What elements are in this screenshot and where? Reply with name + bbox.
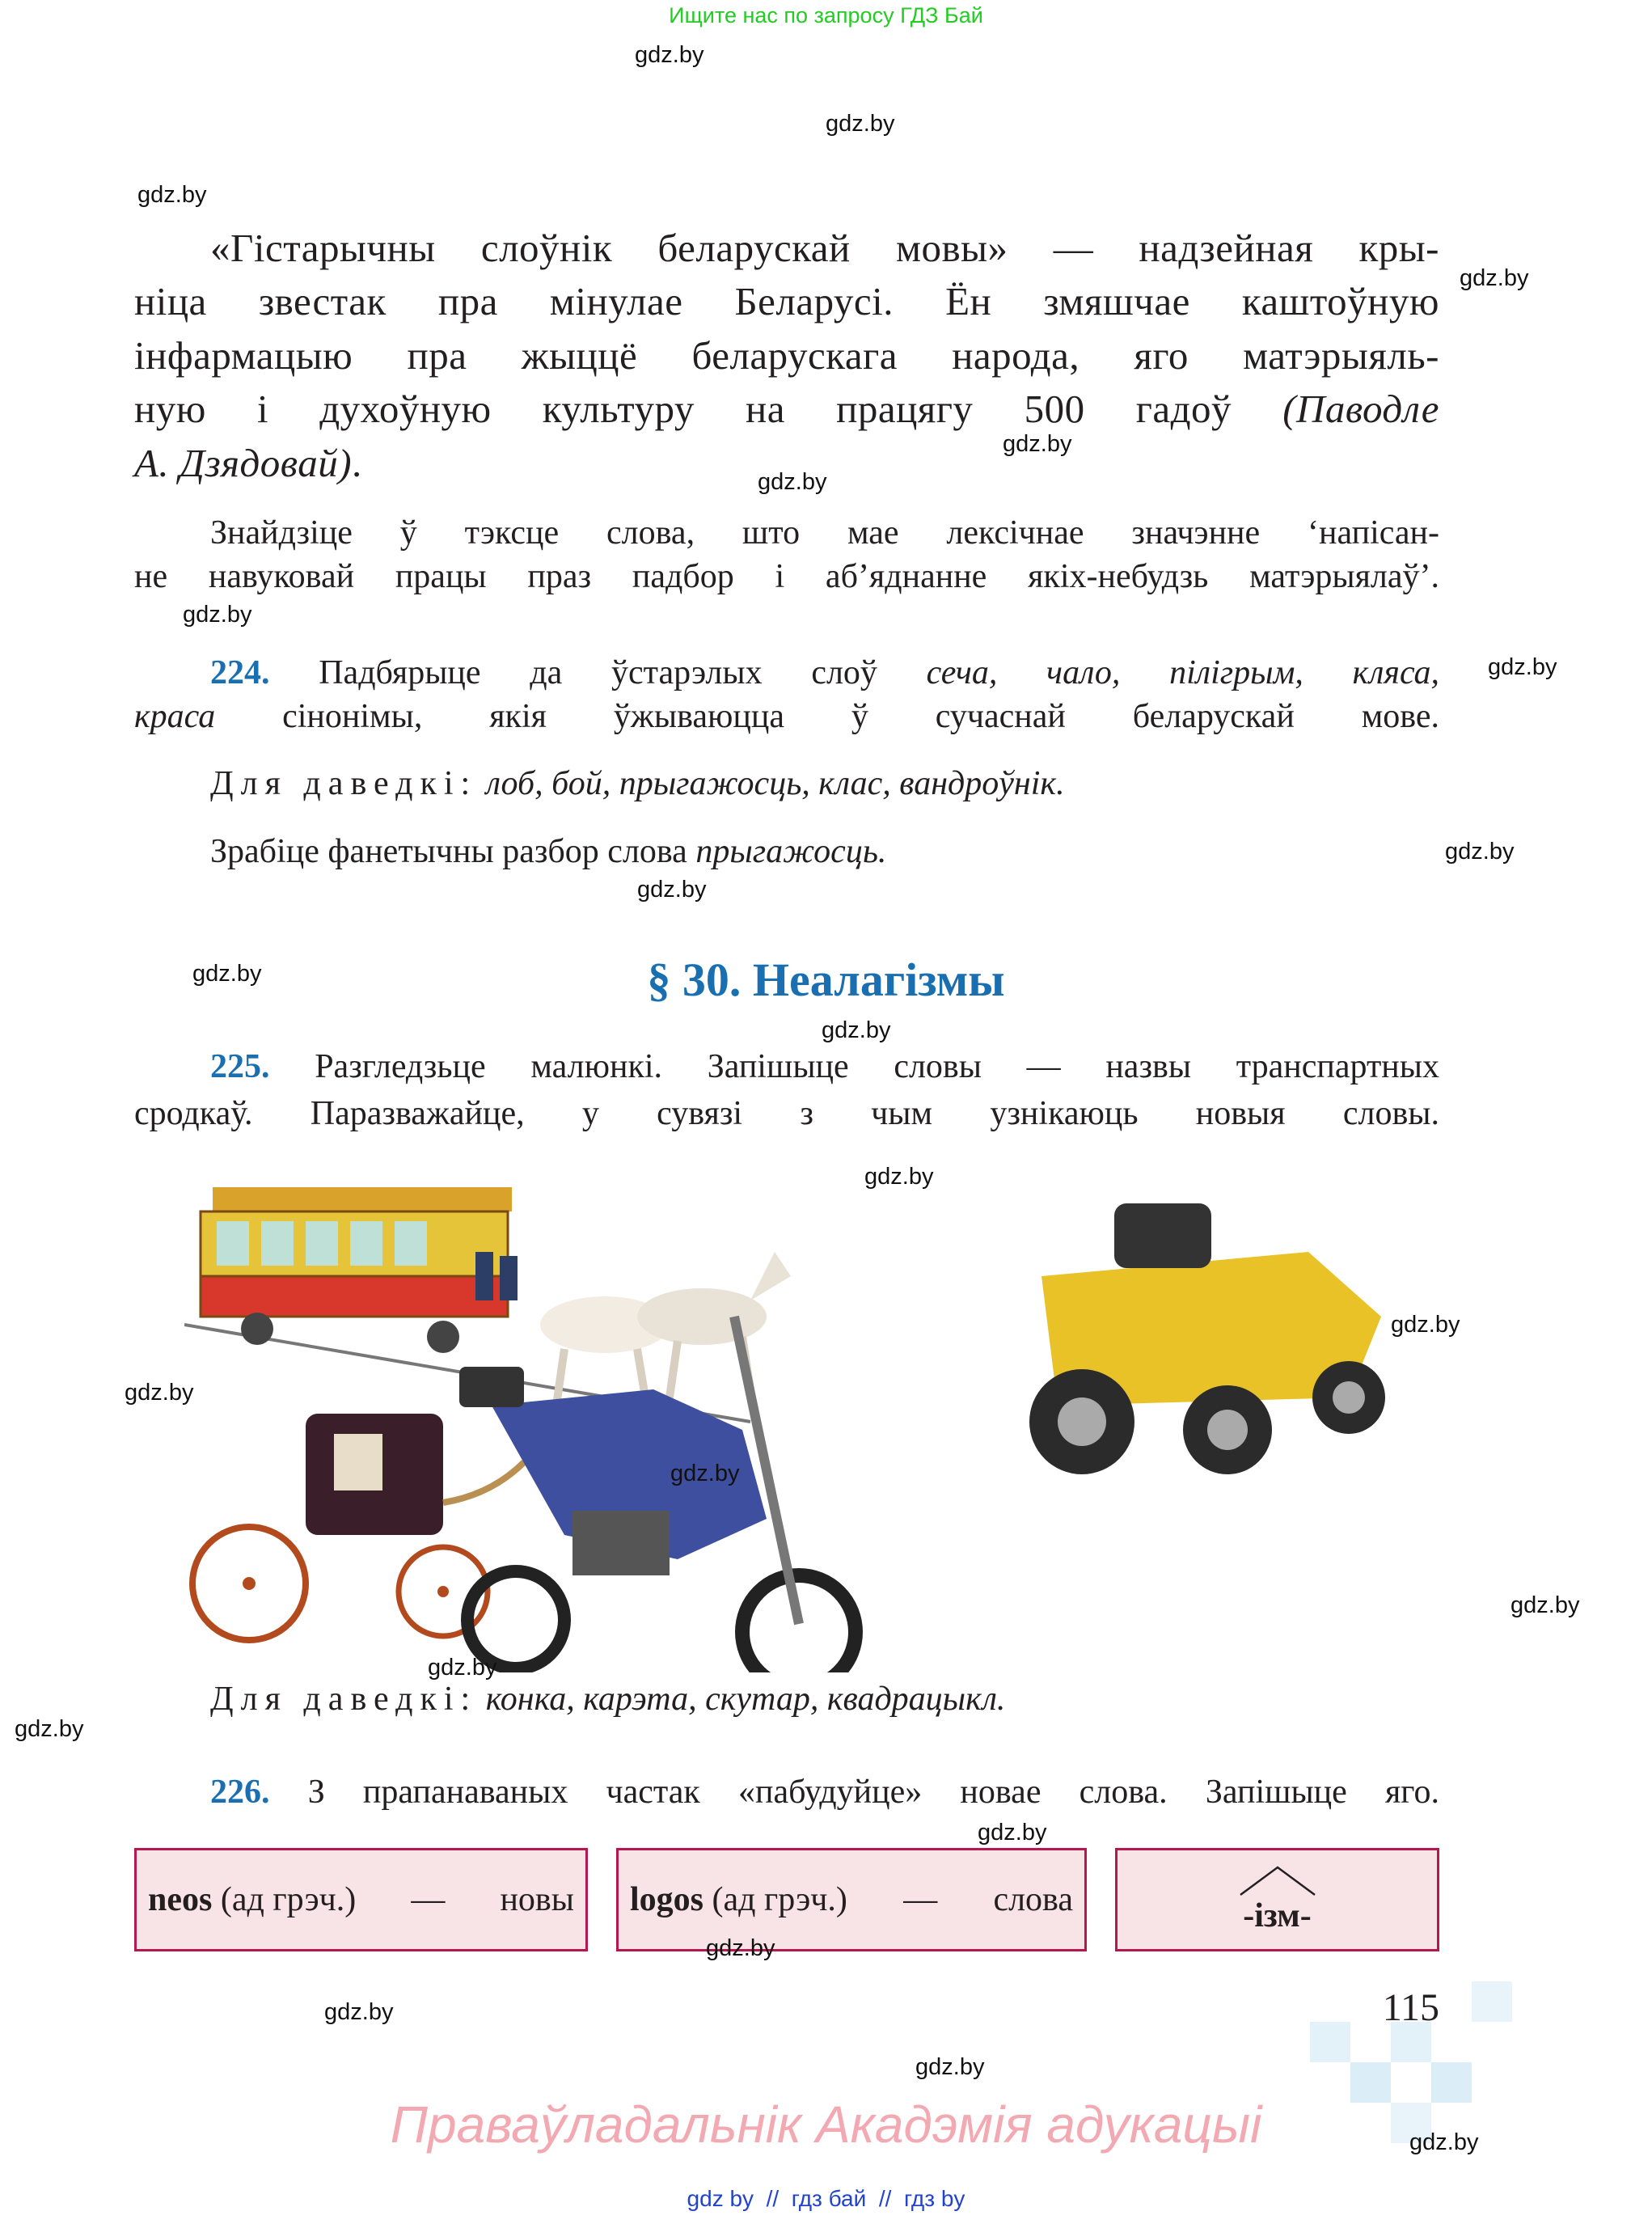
footer-link[interactable]: гдз by — [903, 2186, 965, 2211]
watermark: gdz.by — [428, 1655, 497, 1681]
hint-label: Для даведкі: — [210, 1681, 478, 1718]
watermark: gdz.by — [978, 1820, 1047, 1846]
text-line — [210, 1047, 1439, 1086]
hint-line — [210, 1680, 1439, 1719]
hint-line — [210, 764, 1439, 803]
word-root: logos (ад грэч.) — [630, 1881, 847, 1918]
watermark: gdz.by — [1510, 1592, 1580, 1618]
word-root: neos (ад грэч.) — [148, 1881, 357, 1918]
text-line: ніца звестак пра мінулае Беларусі. Ён змяшчае каштоўную — [134, 279, 1439, 323]
footer-link[interactable]: гдз бай — [791, 2186, 867, 2211]
dash: — — [903, 1881, 938, 1918]
copyright-watermark: Праваўладальнік Акадэмія адукацыі — [390, 2095, 1262, 2154]
word-list: сеча, чало, пілігрым, кляса, — [926, 654, 1440, 691]
text-line — [134, 386, 1439, 432]
watermark: gdz.by — [1445, 839, 1515, 865]
separator: // — [878, 2186, 892, 2211]
text-line — [134, 697, 1439, 736]
text: ную і духоўную культуру на працягу 500 гадоў — [134, 387, 1232, 431]
source-citation: (Паводле — [1282, 387, 1439, 431]
exercise-number: 224. — [210, 654, 270, 691]
hint-words: конка, карэта, скутар, квадрацыкл. — [485, 1681, 1006, 1718]
watermark: gdz.by — [670, 1461, 740, 1486]
text: Падбярыце да ўстарэлых слоў — [319, 654, 877, 691]
watermark: gdz.by — [758, 469, 827, 495]
atv-image — [1029, 1203, 1385, 1474]
watermark: gdz.by — [324, 1999, 394, 2025]
text: . — [352, 441, 362, 485]
text-line: «Гістарычны слоўнік беларускай мовы» — надзейная кры- — [210, 226, 1439, 270]
transport-illustrations — [184, 1155, 1397, 1672]
watermark: gdz.by — [137, 182, 207, 208]
watermark: gdz.by — [1460, 265, 1529, 291]
motorcycle-image — [459, 1317, 856, 1672]
text-line — [210, 653, 1439, 692]
watermark: gdz.by — [1391, 1312, 1460, 1338]
text: З прапанаваных частак «пабудуйце» новае слова. Запішыце яго. — [307, 1774, 1439, 1811]
watermark: gdz.by — [183, 602, 252, 628]
text: прыгажосць. — [695, 833, 887, 870]
separator: // — [766, 2186, 780, 2211]
suffix-marker-icon — [1237, 1864, 1318, 1896]
watermark: gdz.by — [192, 961, 262, 987]
meaning: слова — [993, 1881, 1073, 1918]
text: Разгледзьце малюнкі. Запішыце словы — назвы транспартных — [315, 1048, 1439, 1085]
dash: — — [411, 1881, 446, 1918]
watermark: gdz.by — [125, 1380, 194, 1406]
word-part-box-suffix — [1115, 1848, 1439, 1951]
watermark: gdz.by — [822, 1017, 891, 1043]
watermark: gdz.by — [1409, 2129, 1479, 2155]
watermark: gdz.by — [15, 1716, 84, 1742]
watermark: gdz.by — [1003, 431, 1072, 457]
watermark: gdz.by — [635, 42, 704, 68]
footer-link[interactable]: gdz by — [687, 2186, 754, 2211]
text: Зрабіце фанетычны разбор слова — [210, 833, 687, 870]
watermark: gdz.by — [706, 1935, 775, 1961]
suffix: -ізм- — [1243, 1897, 1312, 1934]
watermark: gdz.by — [1488, 654, 1557, 680]
watermark: gdz.by — [864, 1164, 934, 1190]
exercise-number: 226. — [210, 1774, 270, 1811]
text-line: Знайдзіце ў тэксце слова, што мае лексічнае значэнне ‘напісан- — [210, 514, 1439, 552]
hint-label: Для даведкі: — [210, 765, 478, 802]
word-part-box-logos — [616, 1848, 1087, 1951]
text-line: інфармацыю пра жыццё беларускага народа, яго матэрыяль- — [134, 333, 1439, 378]
task-line — [210, 832, 1439, 871]
watermark: gdz.by — [637, 877, 707, 903]
exercise-number: 225. — [210, 1048, 270, 1085]
hint-words: лоб, бой, прыгажосць, клас, вандроўнік. — [485, 765, 1065, 802]
top-banner[interactable]: Ищите нас по запросу ГДЗ Бай — [669, 3, 983, 27]
text-line: сродкаў. Паразважайце, у сувязі з чым узнікаюць новыя словы. — [134, 1095, 1439, 1132]
section-heading: § 30. Неалагізмы — [647, 953, 1005, 1006]
watermark: gdz.by — [826, 111, 895, 137]
source-citation: А. Дзядовай) — [134, 441, 353, 485]
footer-links — [0, 2186, 1652, 2212]
text-line: не навуковай працы праз падбор і аб’яднанне якіх-небудзь матэрыялаў’. — [134, 558, 1439, 595]
meaning: новы — [500, 1881, 574, 1918]
text: сінонімы, якія ўжываюцца ў сучаснай беларускай мове. — [282, 698, 1440, 735]
exercise-226 — [210, 1773, 1439, 1812]
word-list: краса — [134, 698, 216, 735]
watermark: gdz.by — [915, 2054, 985, 2080]
word-part-box-neos — [134, 1848, 588, 1951]
page-number: 115 — [1382, 1986, 1439, 2029]
